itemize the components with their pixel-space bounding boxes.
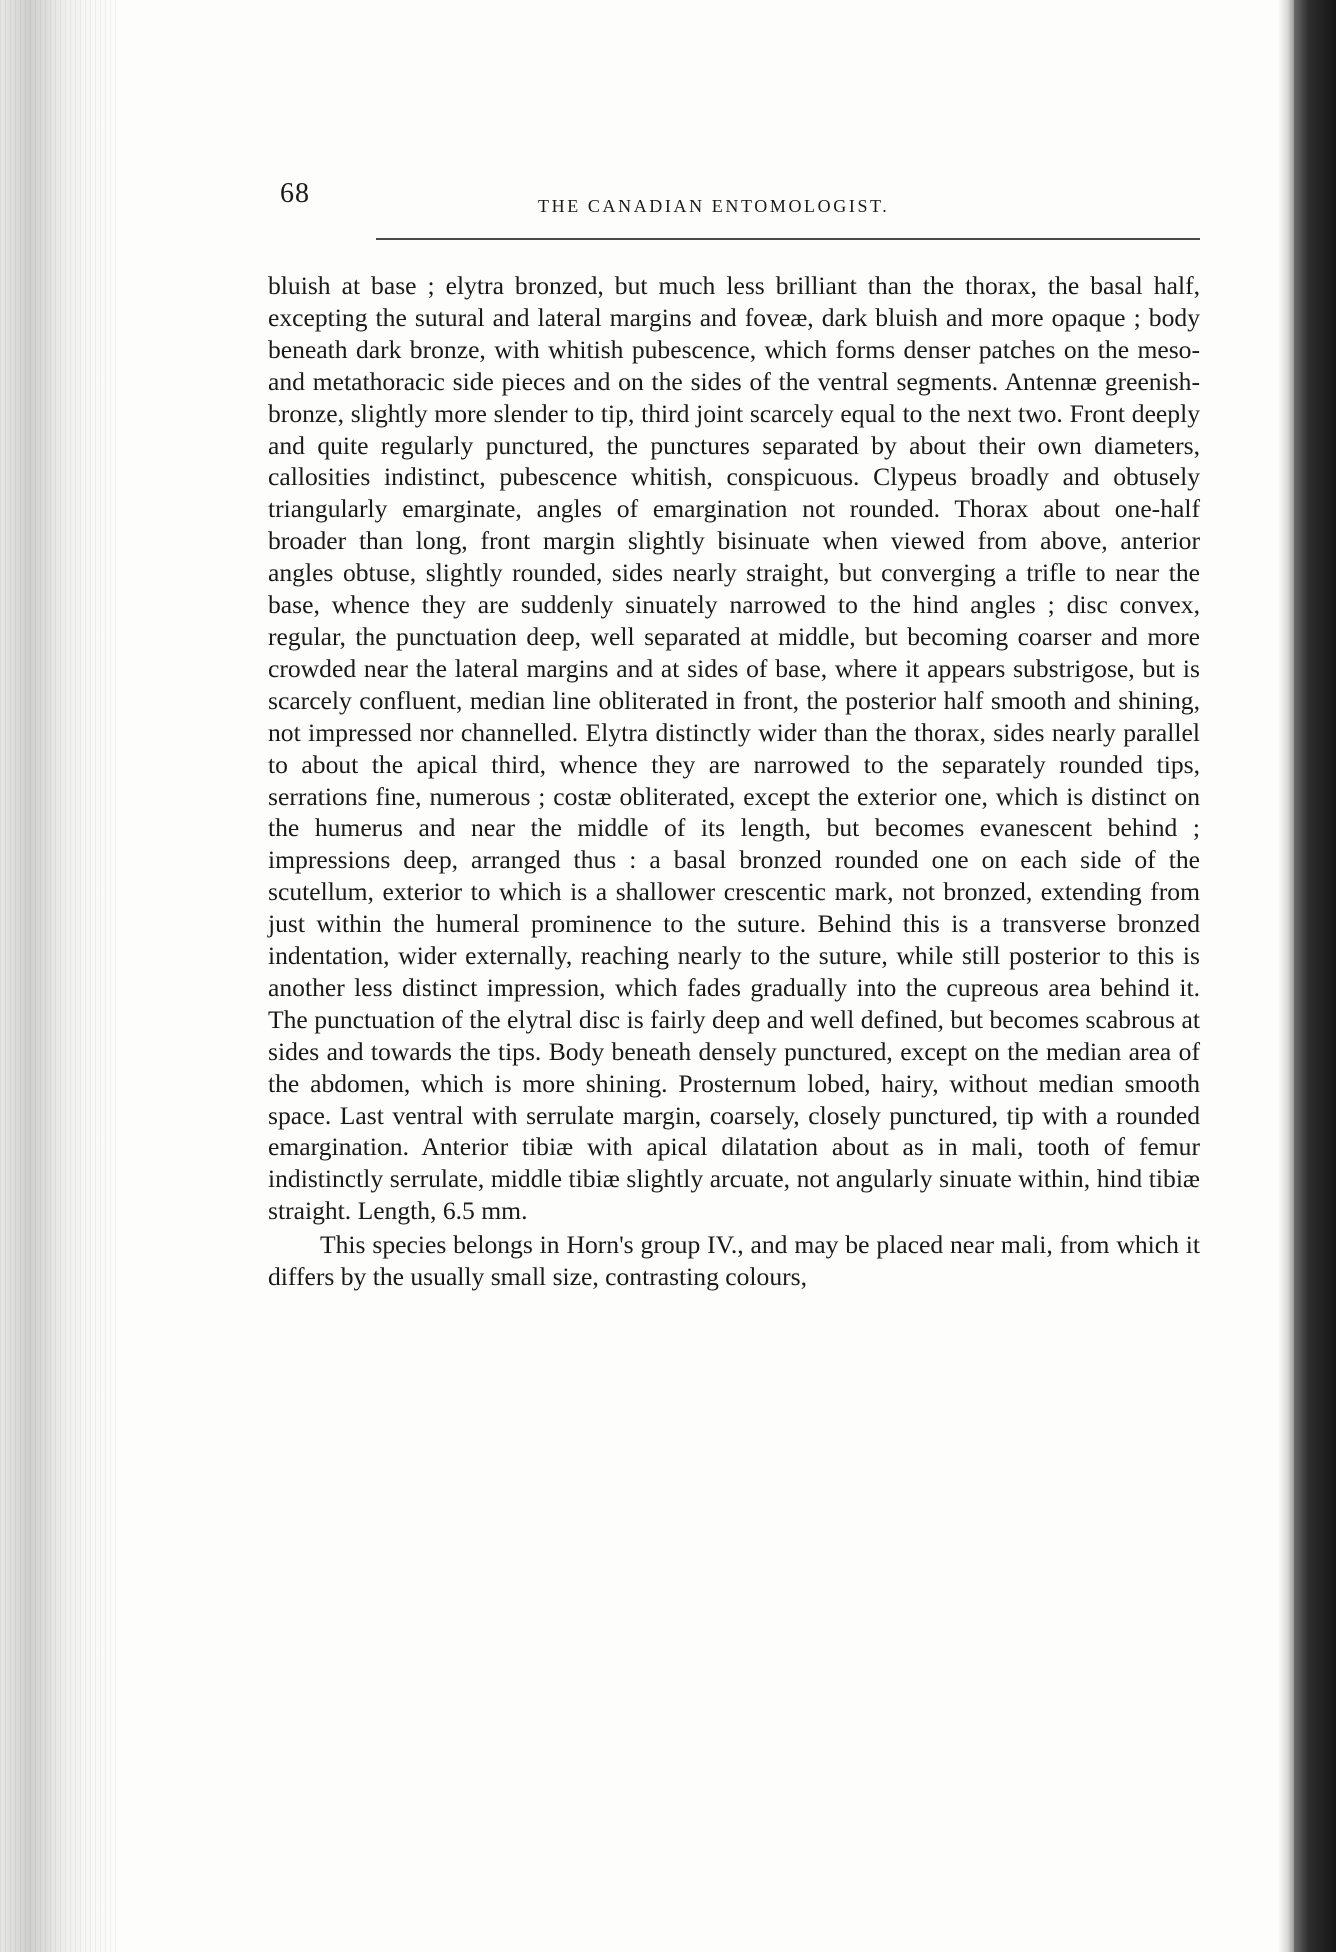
paragraph-1: bluish at base ; elytra bronzed, but much less brilliant than the thorax, the basal half, excepting the sutural and lateral margins and foveæ, dark bluish and more opaque ; body beneath dark bronze, with whitish pubescence, which forms denser patches on the meso- and metathoracic side pieces and on the sides of the ventral segments. Antennæ greenish-bronze, slightly more slender to tip, third joint scarcely equal to the next two. Front deeply and quite regularly punctured, the punctures separated by about their own diameters, callosities indistinct, pubescence whitish, conspicuous. Clypeus broadly and obtusely triangularly emarginate, angles of emargination not rounded. Thorax about one-half broader than long, front margin slightly bisinuate when viewed from above, anterior angles obtuse, slightly rounded, sides nearly straight, but converging a trifle to near the base, whence they are suddenly sinuately narrowed to the hind angles ; disc convex, regular, the punctuation deep, well separated at middle, but becoming coarser and more crowded near the lateral margins and at sides of base, where it appears substrigose, but is scarcely confluent, median line obliterated in front, the posterior half smooth and shining, not impressed nor channelled. Elytra distinctly wider than the thorax, sides nearly parallel to about the apical third, whence they are narrowed to the separately rounded tips, serrations fine, numerous ; costæ obliterated, except the exterior one, which is distinct on the humerus and near the middle of its length, but becomes evanescent behind ; impressions deep, arranged thus : a basal bronzed rounded one on each side of the scutellum, exterior to which is a shallower crescentic mark, not bronzed, extending from just within the humeral prominence to the suture. Behind this is a transverse bronzed indentation, wider externally, reaching nearly to the suture, while still posterior to this is another less distinct impression, which fades gradually into the cupreous area behind it. The punctuation of the elytral disc is fairly deep and well defined, but becomes scabrous at sides and towards the tips. Body beneath densely punctured, except on the median area of the abdomen, which is more shining. Prosternum lobed, hairy, without median smooth space. Last ventral with serrulate margin, coarsely, closely punctured, tip with a rounded emargination. Anterior tibiæ with apical dilatation about as in mali, tooth of femur indistinctly serrulate, middle tibiæ slightly arcuate, not angularly sinuate within, hind tibiæ straight. Length, 6.5 mm. — [268, 271, 1200, 1226]
book-edge — [1294, 0, 1336, 1952]
paragraph-2: This species belongs in Horn's group IV., and may be placed near mali, from which it differs by the usually small size, contrasting colours, — [268, 1230, 1200, 1292]
page-edge-shadow — [1278, 0, 1294, 1952]
running-head — [268, 170, 1200, 216]
page-number: 68 — [280, 178, 310, 209]
header-rule — [376, 238, 1200, 240]
running-title: THE CANADIAN ENTOMOLOGIST. — [538, 196, 890, 216]
body-text — [268, 270, 1200, 1293]
page-content — [268, 170, 1200, 1292]
book-gutter-shadow — [0, 0, 118, 1952]
